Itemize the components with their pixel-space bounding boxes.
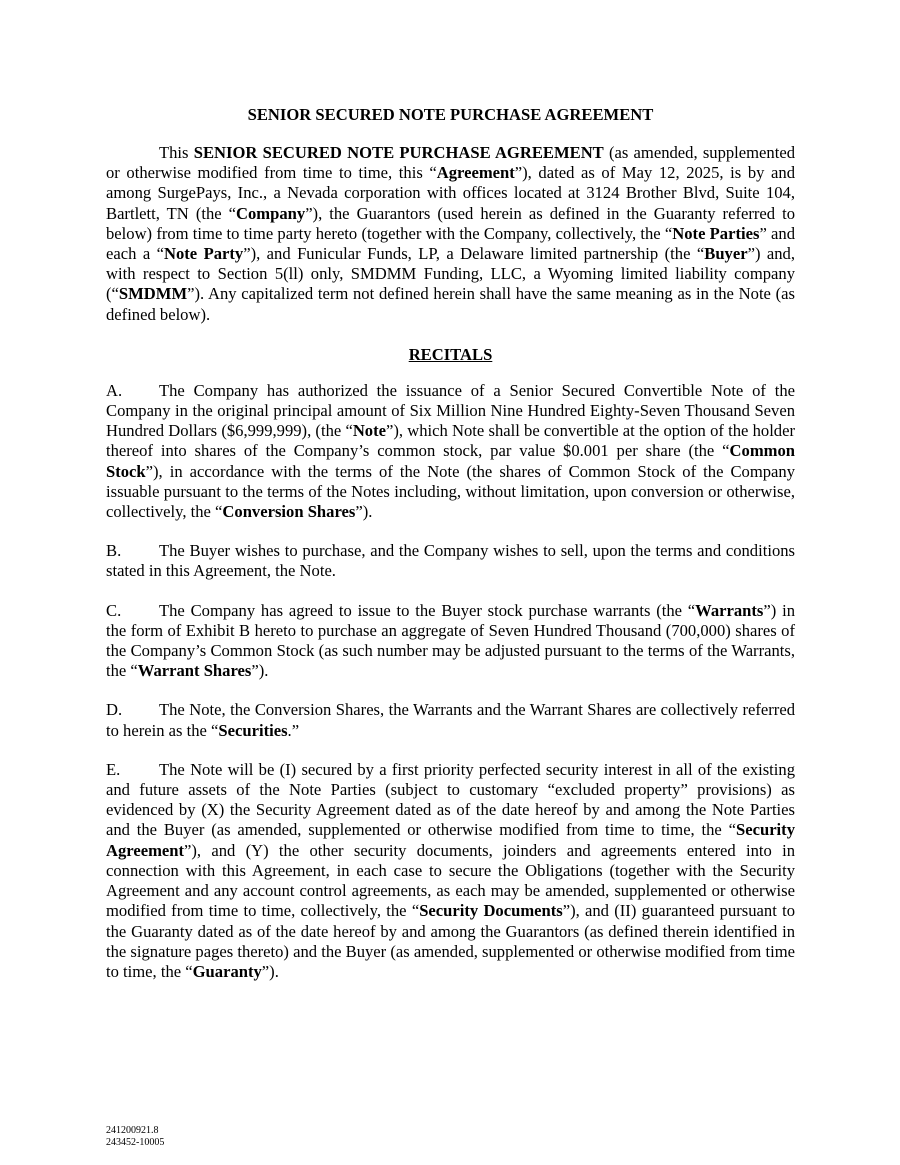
recital-c-text-2: ”) in the form of Exhibit B hereto to purchase an aggregate of Seven Hundred Thousand (700,000) shares of the Company’s Common Stock (as such number may be adjusted pursuant to the terms of the Warrants, the “ (106, 600, 795, 681)
recitals-heading: RECITALS (408, 344, 493, 364)
recital-e (106, 760, 795, 982)
recital-a-text-1: The Company has authorized the issuance of a Senior Secured Convertible Note of the Company in the original principal amount of Six Million Nine Hundred Eighty-Seven Thousand Seven Hundred Dollars ($6,999,999), (the “ (106, 380, 795, 441)
recital-a-text-2: ”), which Note shall be convertible at the option of the holder thereof into shares of the Company’s common stock, par value $0.001 per share (the “ (106, 421, 795, 461)
recital-e-bold-guaranty: Guaranty (192, 961, 262, 981)
intro-text-7: ”) and, with respect to Section 5(ll) only, SMDMM Funding, LLC, a Wyoming limited liability company (“ (106, 244, 796, 304)
recital-c-text-3: ”). (251, 661, 269, 681)
recital-d-bold-securities: Securities (218, 720, 288, 740)
recital-d-text-1: The Note, the Conversion Shares, the Warrants and the Warrant Shares are collectively referred to herein as the “ (106, 700, 795, 740)
intro-paragraph (106, 143, 795, 325)
intro-bold-agreement: Agreement (436, 163, 515, 183)
intro-text-1: This (159, 143, 194, 162)
intro-bold-note-parties: Note Parties (672, 223, 760, 243)
recital-a-letter: A. (106, 380, 123, 400)
recital-e-letter: E. (106, 759, 121, 779)
footer-matter-number: 243452-10005 (106, 1137, 165, 1148)
recital-a (106, 381, 795, 522)
recital-c-bold-warrants: Warrants (695, 600, 764, 620)
intro-bold-company: Company (236, 203, 306, 223)
recital-e-text-1: The Note will be (I) secured by a first priority perfected security interest in all of the existing and future assets of the Note Parties (subject to customary “excluded property” provisions) as evidenced by (X) the Security Agreement dated as of the date hereof by and among the Note Parties and the Buyer (as amended, supplemented or otherwise modified from time to time, the “ (106, 759, 795, 840)
recital-c (106, 601, 795, 682)
intro-text-6: ”), and Funicular Funds, LP, a Delaware limited partnership (the “ (243, 244, 705, 264)
intro-bold-buyer: Buyer (704, 244, 748, 264)
footer-doc-number: 241200921.8 (106, 1125, 159, 1136)
recital-a-bold-note: Note (352, 421, 386, 441)
recital-a-text-4: ”). (355, 502, 373, 522)
recital-b-text-1: The Buyer wishes to purchase, and the Company wishes to sell, upon the terms and conditions stated in this Agreement, the Note. (106, 541, 795, 581)
intro-text-2: (as amended, supplemented or otherwise modified from time to time, this “ (106, 143, 795, 183)
intro-bold-smdmm: SMDMM (118, 284, 188, 304)
intro-bold-agreement-name: SENIOR SECURED NOTE PURCHASE AGREEMENT (193, 143, 604, 162)
intro-text-3: ”), dated as of May 12, 2025, is by and among SurgePays, Inc., a Nevada corporation with offices located at 3124 Brother Blvd, Suite 104, Bartlett, TN (the “ (106, 163, 795, 223)
recital-c-bold-warrant-shares: Warrant Shares (137, 661, 252, 681)
intro-text-4: ”), the Guarantors (used herein as defined in the Guaranty referred to below) from time to time party hereto (together with the Company, collectively, the “ (106, 203, 795, 243)
recital-d-letter: D. (106, 700, 123, 720)
recital-a-bold-conversion-shares: Conversion Shares (222, 502, 356, 522)
recital-c-letter: C. (106, 600, 122, 620)
intro-bold-note-party: Note Party (163, 244, 244, 264)
recital-d (106, 700, 795, 740)
recital-e-text-4: ”). (261, 961, 279, 981)
intro-text-8: ”). Any capitalized term not defined herein shall have the same meaning as in the Note (as defined below). (106, 284, 795, 324)
document-title: SENIOR SECURED NOTE PURCHASE AGREEMENT (247, 105, 654, 124)
recital-a-bold-common-stock: Common Stock (106, 441, 795, 481)
recital-b-letter: B. (106, 541, 122, 561)
intro-text-5: ” and each a “ (106, 223, 795, 264)
recital-d-text-2: .” (287, 720, 300, 740)
recital-e-text-2: ”), and (Y) the other security documents, joinders and agreements entered into in connection with this Agreement, in each case to secure the Obligations (together with the Security Agreement and any account control agreements, as each may be amended, supplemented or otherwise modified from time to time, collectively, the “ (106, 840, 795, 921)
document-page (106, 103, 795, 1001)
recital-a-text-3: ”), in accordance with the terms of the Note (the shares of Common Stock of the Company issuable pursuant to the terms of the Notes including, without limitation, upon conversion or otherwise, collectively, the “ (106, 461, 795, 522)
recital-c-text-1: The Company has agreed to issue to the Buyer stock purchase warrants (the “ (159, 600, 696, 620)
recital-e-bold-security-documents: Security Documents (419, 901, 563, 921)
recital-e-text-3: ”), and (II) guaranteed pursuant to the Guaranty dated as of the date hereof by and among the Guarantors (as defined therein identified in the signature pages thereto) and the Buyer (as amended, supplemented or otherwise modified from time to time, the “ (106, 901, 795, 981)
document-footer (106, 1125, 164, 1149)
recital-b (106, 541, 795, 581)
recital-e-bold-security-agreement: Security Agreement (106, 820, 795, 860)
